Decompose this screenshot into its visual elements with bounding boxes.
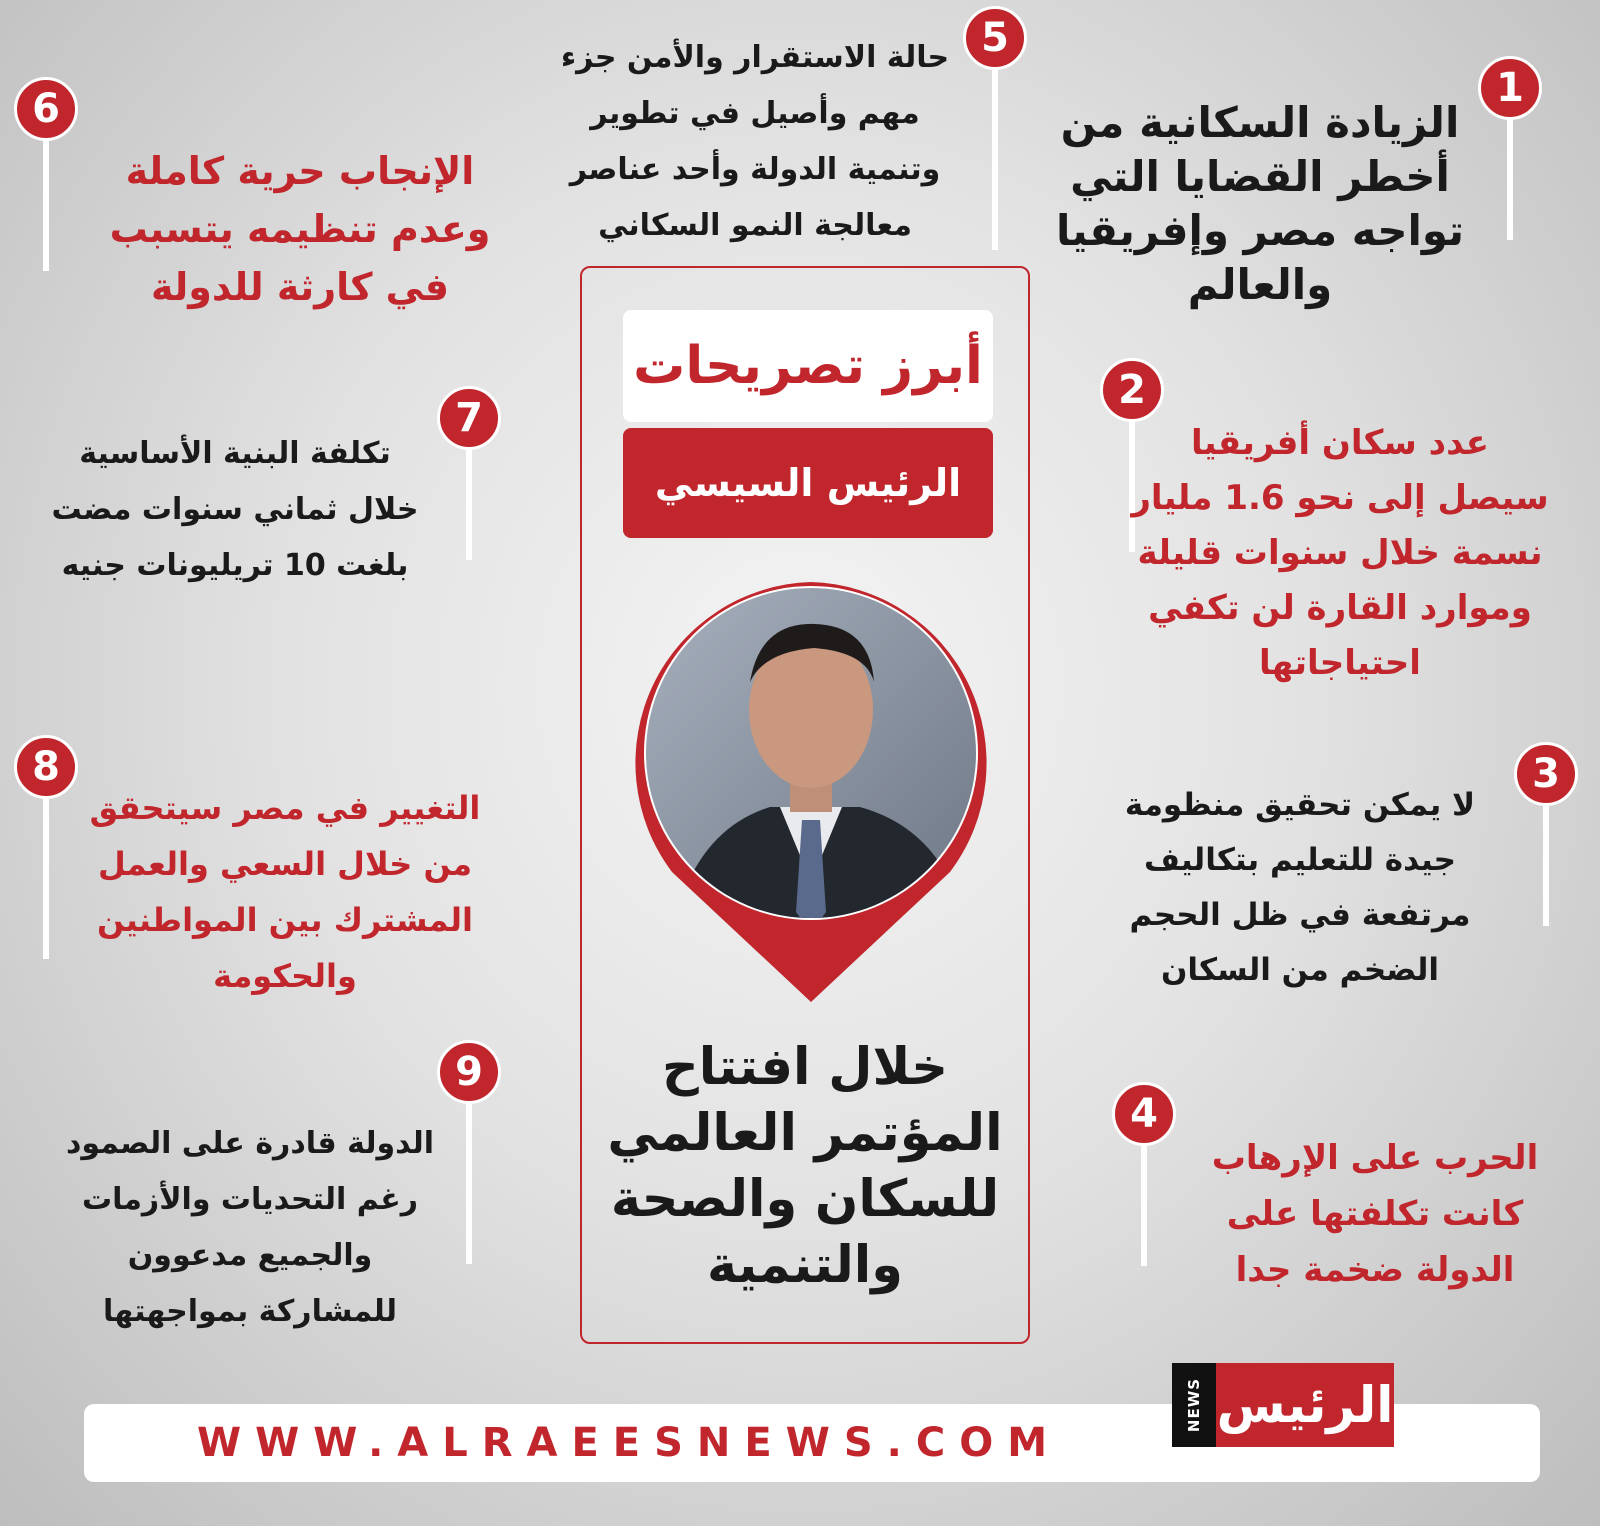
statement-3-line-4: الضخم من السكان	[1160, 952, 1440, 988]
statement-5-line-1: حالة الاستقرار والأمن جزء	[560, 40, 950, 75]
statement-2-line-3: نسمة خلال سنوات قليلة	[1137, 533, 1543, 573]
statement-5	[545, 30, 965, 254]
statement-9-line-4: للمشاركة بمواجهتها	[103, 1294, 397, 1329]
statement-1-line-4: والعالم	[1187, 260, 1333, 309]
pin-number-9: 9	[437, 1040, 501, 1104]
statement-7-line-1: تكلفة البنية الأساسية	[79, 436, 391, 471]
statement-5-line-4: معالجة النمو السكاني	[598, 208, 912, 243]
logo-news-label: NEWS	[1172, 1363, 1216, 1447]
pin-marker-1	[1478, 56, 1542, 240]
pin-number-1: 1	[1478, 56, 1542, 120]
statement-9-line-1: الدولة قادرة على الصمود	[65, 1126, 435, 1161]
logo-brand-name: الرئيس	[1216, 1363, 1394, 1447]
statement-5-line-3: وتنمية الدولة وأحد عناصر	[569, 152, 941, 187]
statement-6-line-3: في كارثة للدولة	[150, 265, 449, 309]
pin-number-8: 8	[14, 735, 78, 799]
statement-9-line-2: رغم التحديات والأزمات	[81, 1182, 419, 1217]
statement-8-line-4: والحكومة	[213, 957, 357, 995]
statement-6	[80, 142, 520, 316]
statement-8-line-3: المشترك بين المواطنين	[97, 901, 473, 939]
pin-marker-5	[963, 6, 1027, 250]
statement-6-line-2: وعدم تنظيمه يتسبب	[109, 207, 491, 251]
statement-9	[20, 1116, 480, 1340]
statement-3-line-2: جيدة للتعليم بتكاليف	[1143, 842, 1457, 878]
statement-1-line-3: تواجه مصر وإفريقيا	[1055, 206, 1465, 255]
person-portrait-pin-icon	[630, 582, 992, 1002]
statement-8	[60, 780, 510, 1004]
website-url[interactable]: WWW.ALRAEESNEWS.COM	[196, 1420, 1062, 1466]
pin-marker-4	[1112, 1082, 1176, 1266]
statement-7-line-2: خلال ثماني سنوات مضت	[51, 492, 419, 527]
event-title-line-3: للسكان والصحة	[610, 1170, 1000, 1229]
event-title-line-2: المؤتمر العالمي	[607, 1104, 1003, 1163]
statement-8-line-2: من خلال السعي والعمل	[97, 845, 473, 883]
statement-3-line-3: مرتفعة في ظل الحجم	[1129, 897, 1471, 933]
brand-logo	[1172, 1363, 1394, 1447]
pin-marker-6	[14, 77, 78, 271]
pin-number-3: 3	[1514, 742, 1578, 806]
statement-7-line-3: بلغت 10 تريليونات جنيه	[61, 548, 409, 583]
pin-number-7: 7	[437, 386, 501, 450]
statement-2-line-4: وموارد القارة لن تكفي	[1148, 588, 1532, 628]
statement-4	[1175, 1130, 1575, 1298]
statement-4-line-2: كانت تكلفتها على	[1226, 1194, 1524, 1234]
statement-6-line-1: الإنجاب حرية كاملة	[125, 149, 475, 193]
event-title	[580, 1035, 1030, 1299]
statement-1-line-2: أخطر القضايا التي	[1070, 152, 1450, 201]
event-title-line-4: والتنمية	[707, 1236, 903, 1295]
pin-number-5: 5	[963, 6, 1027, 70]
statement-4-line-3: الدولة ضخمة جدا	[1235, 1250, 1515, 1290]
event-title-line-1: خلال افتتاح	[662, 1038, 948, 1097]
pin-marker-3	[1514, 742, 1578, 926]
statement-3-line-1: لا يمكن تحقيق منظومة	[1124, 787, 1476, 823]
statement-2-line-1: عدد سكان أفريقيا	[1191, 423, 1489, 463]
pin-number-2: 2	[1100, 358, 1164, 422]
statement-2	[1115, 416, 1565, 691]
statement-1	[1050, 96, 1470, 312]
statement-7	[20, 426, 450, 594]
statement-4-line-1: الحرب على الإرهاب	[1211, 1138, 1539, 1178]
statement-2-line-5: احتياجاتها	[1259, 643, 1421, 683]
headline-title: أبرز تصريحات	[623, 310, 993, 422]
headline-subtitle: الرئيس السيسي	[623, 428, 993, 538]
statement-8-line-1: التغيير في مصر سيتحقق	[89, 789, 481, 827]
statement-5-line-2: مهم وأصيل في تطوير	[590, 96, 920, 131]
statement-2-line-2: سيصل إلى نحو 1.6 مليار	[1131, 478, 1549, 518]
pin-number-4: 4	[1112, 1082, 1176, 1146]
statement-3	[1100, 778, 1500, 998]
statement-9-line-3: والجميع مدعوون	[127, 1238, 373, 1273]
statement-1-line-1: الزيادة السكانية من	[1060, 98, 1460, 147]
pin-number-6: 6	[14, 77, 78, 141]
